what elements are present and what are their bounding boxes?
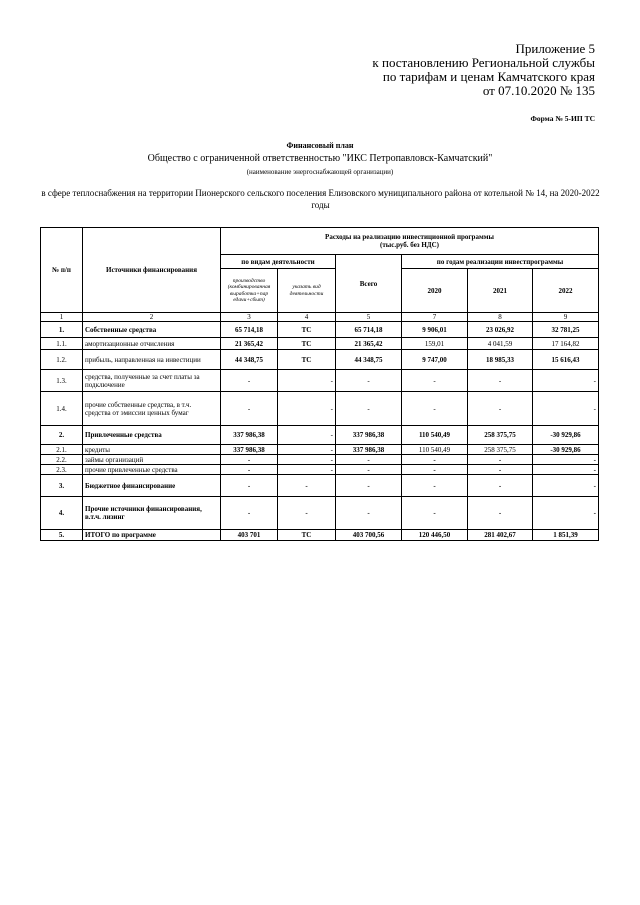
cell-2021: - — [468, 455, 533, 465]
cell-production: 65 714,18 — [221, 322, 278, 338]
cell-total: 337 986,38 — [336, 426, 402, 445]
cell-other-activity: - — [278, 455, 336, 465]
cell-2021: - — [468, 370, 533, 392]
cell-other-activity: ТС — [278, 350, 336, 370]
cell-2020: - — [402, 370, 468, 392]
col-num: 8 — [468, 313, 533, 322]
row-source: прибыль, направленная на инвестиции — [83, 350, 221, 370]
units-label: (тыс.руб. без НДС) — [379, 241, 440, 249]
cell-2020: - — [402, 455, 468, 465]
cell-total: 337 986,38 — [336, 445, 402, 455]
cell-2021: 258 375,75 — [468, 445, 533, 455]
col-header-by-year: по годам реализации инвестпрограммы — [402, 255, 599, 269]
approval-header — [335, 42, 595, 98]
cell-other-activity: - — [278, 370, 336, 392]
plan-scope: в сфере теплоснабжения на территории Пионерского сельского поселения Елизовского муниципального района от котельной № 14, на 2020-2022 годы — [41, 188, 600, 210]
cell-2022: -30 929,86 — [533, 445, 599, 455]
cell-total: 403 700,56 — [336, 530, 402, 541]
cell-2022: -30 929,86 — [533, 426, 599, 445]
col-header-year-2021: 2021 — [468, 269, 533, 313]
cell-production: 403 701 — [221, 530, 278, 541]
cell-production: - — [221, 392, 278, 426]
row-number: 2.2. — [41, 455, 83, 465]
cell-2021: - — [468, 497, 533, 530]
header-row-1 — [41, 228, 599, 255]
col-num: 4 — [278, 313, 336, 322]
cell-2022: - — [533, 392, 599, 426]
cell-total: - — [336, 465, 402, 475]
cell-2020: - — [402, 497, 468, 530]
column-number-row — [41, 313, 599, 322]
col-header-expenses — [221, 228, 599, 255]
row-number: 5. — [41, 530, 83, 541]
cell-other-activity: - — [278, 392, 336, 426]
col-num: 9 — [533, 313, 599, 322]
cell-other-activity: - — [278, 475, 336, 497]
cell-production: 21 365,42 — [221, 338, 278, 350]
col-header-other-activity: указать вид деятельности — [278, 269, 336, 313]
cell-2020: 110 540,49 — [402, 426, 468, 445]
cell-other-activity: - — [278, 426, 336, 445]
row-source: Привлеченные средства — [83, 426, 221, 445]
cell-total: - — [336, 455, 402, 465]
row-number: 1.3. — [41, 370, 83, 392]
cell-other-activity: - — [278, 445, 336, 455]
cell-2022: 1 851,39 — [533, 530, 599, 541]
cell-2022: - — [533, 497, 599, 530]
row-source: Собственные средства — [83, 322, 221, 338]
col-num: 1 — [41, 313, 83, 322]
cell-2022: 15 616,43 — [533, 350, 599, 370]
cell-production: 337 986,38 — [221, 445, 278, 455]
header-line-3: по тарифам и ценам Камчатского края — [382, 69, 595, 84]
cell-2022: - — [533, 475, 599, 497]
row-number: 2.3. — [41, 465, 83, 475]
row-number: 2. — [41, 426, 83, 445]
cell-2020: 110 540,49 — [402, 445, 468, 455]
row-number: 1.1. — [41, 338, 83, 350]
row-source: амортизационные отчисления — [83, 338, 221, 350]
row-source: прочие привлеченные средства — [83, 465, 221, 475]
cell-total: - — [336, 497, 402, 530]
cell-production: - — [221, 497, 278, 530]
col-num: 5 — [336, 313, 402, 322]
table-row — [41, 370, 599, 392]
financial-plan-table — [40, 227, 599, 541]
cell-2022: 17 164,82 — [533, 338, 599, 350]
col-header-total: Всего — [336, 255, 402, 313]
table-row — [41, 350, 599, 370]
cell-2021: 258 375,75 — [468, 426, 533, 445]
form-label: Форма № 5-ИП ТС — [530, 114, 595, 123]
row-number: 1. — [41, 322, 83, 338]
cell-production: 337 986,38 — [221, 426, 278, 445]
table-row — [41, 322, 599, 338]
cell-total: - — [336, 475, 402, 497]
row-source: займы организаций — [83, 455, 221, 465]
cell-2022: - — [533, 370, 599, 392]
table-row — [41, 445, 599, 455]
col-header-sources: Источники финансирования — [83, 228, 221, 313]
cell-total: - — [336, 370, 402, 392]
cell-2021: - — [468, 475, 533, 497]
table-row — [41, 426, 599, 445]
cell-production: - — [221, 455, 278, 465]
cell-2021: 281 402,67 — [468, 530, 533, 541]
cell-other-activity: ТС — [278, 530, 336, 541]
table-row — [41, 475, 599, 497]
organization-name: Общество с ограниченной ответственностью "ИКС Петропавловск-Камчатский" — [147, 153, 493, 164]
cell-2021: - — [468, 392, 533, 426]
cell-other-activity: - — [278, 497, 336, 530]
row-number: 4. — [41, 497, 83, 530]
row-source: кредиты — [83, 445, 221, 455]
row-number: 1.2. — [41, 350, 83, 370]
col-num: 3 — [221, 313, 278, 322]
cell-2020: - — [402, 392, 468, 426]
table-row — [41, 530, 599, 541]
table-row — [41, 338, 599, 350]
header-line-4: от 07.10.2020 № 135 — [482, 83, 595, 98]
cell-other-activity: ТС — [278, 322, 336, 338]
table-row — [41, 497, 599, 530]
col-header-production: производство (комбинированная выработка+пар едачи+сбыт) — [221, 269, 278, 313]
cell-2022: 32 781,25 — [533, 322, 599, 338]
row-source: ИТОГО по программе — [83, 530, 221, 541]
col-num: 7 — [402, 313, 468, 322]
row-source: средства, полученные за счет платы за подключение — [83, 370, 221, 392]
cell-2020: 9 747,00 — [402, 350, 468, 370]
col-num: 2 — [83, 313, 221, 322]
document-title: Финансовый план — [286, 141, 354, 150]
cell-2021: 4 041,59 — [468, 338, 533, 350]
cell-2020: 159,01 — [402, 338, 468, 350]
col-header-year-2022: 2022 — [533, 269, 599, 313]
cell-other-activity: ТС — [278, 338, 336, 350]
cell-2021: 23 026,92 — [468, 322, 533, 338]
cell-2020: - — [402, 465, 468, 475]
expenses-label: Расходы на реализацию инвестиционной программы — [325, 233, 494, 241]
row-number: 3. — [41, 475, 83, 497]
cell-production: - — [221, 370, 278, 392]
table-row — [41, 455, 599, 465]
row-source: Бюджетное финансирование — [83, 475, 221, 497]
cell-total: 44 348,75 — [336, 350, 402, 370]
row-number: 1.4. — [41, 392, 83, 426]
header-line-2: к постановлению Региональной службы — [372, 55, 595, 70]
cell-2020: 9 906,01 — [402, 322, 468, 338]
cell-2022: - — [533, 455, 599, 465]
col-header-number: № п/п — [41, 228, 83, 313]
col-header-year-2020: 2020 — [402, 269, 468, 313]
cell-total: 21 365,42 — [336, 338, 402, 350]
table-row — [41, 392, 599, 426]
cell-production: 44 348,75 — [221, 350, 278, 370]
cell-total: 65 714,18 — [336, 322, 402, 338]
cell-total: - — [336, 392, 402, 426]
cell-2021: 18 985,33 — [468, 350, 533, 370]
cell-other-activity: - — [278, 465, 336, 475]
cell-2020: 120 446,50 — [402, 530, 468, 541]
cell-2021: - — [468, 465, 533, 475]
col-header-by-activity: по видам деятельности — [221, 255, 336, 269]
cell-production: - — [221, 465, 278, 475]
organization-caption: (наименование энергоснабжающей организации) — [246, 168, 394, 176]
table-row — [41, 465, 599, 475]
row-source: Прочие источники финансирования, в.т.ч. лизинг — [83, 497, 221, 530]
row-source: прочие собственные средства, в т.ч. средства от эмиссии ценных бумаг — [83, 392, 221, 426]
cell-production: - — [221, 475, 278, 497]
header-line-1: Приложение 5 — [515, 41, 595, 56]
row-number: 2.1. — [41, 445, 83, 455]
cell-2022: - — [533, 465, 599, 475]
cell-2020: - — [402, 475, 468, 497]
